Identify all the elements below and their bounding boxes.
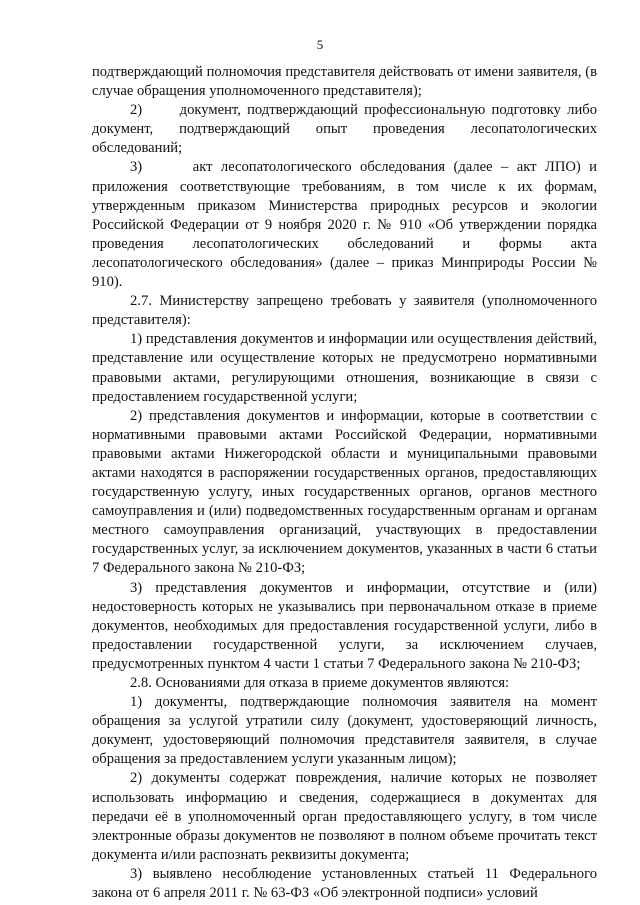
page-number: 5 [316,37,324,52]
paragraph-2-7-item-2: 2) представления документов и информации, которые в соответствии с нормативными правовыми актами Российской Федерации, нормативными правовыми актами Нижегородской области и муниципальными правовыми актами находятся в распоряжении государственных органов, предоставляющих государственную услугу, иных государственных органов, органов местного самоуправления и (или) подведомственных государственным органам и органам местного самоуправления организаций, участвующих в предоставлении государственных услуг, за исключением документов, указанных в части 6 статьи 7 Федерального закона № 210-ФЗ; [92,407,597,577]
paragraph-2-7-item-1: 1) представления документов и информации или осуществления действий, представление или осуществление которых не предусмотрено нормативными правовыми актами, регулирующими отношения, возникающие в связи с предоставлением государственной услуги; [92,331,597,405]
paragraph-item-3: 3) акт лесопатологического обследования (далее – акт ЛПО) и приложения соответствующие требованиям, в том числе к их формам, утвержденным приказом Министерства природных ресурсов и экологии Российской Федерации от 9 ноября 2020 г. № 910 «Об утверждении порядка проведения лесопатологических обследований и формы акта лесопатологического обследования» (далее – приказ Минприроды России № 910). [92,159,597,291]
paragraph-2-8-item-1: 1) документы, подтверждающие полномочия заявителя на момент обращения за услугой утратили силу (документ, удостоверяющий личность, документ, удостоверяющий полномочия представителя заявителя, в случае обращения за предоставлением услуги указанным лицом); [92,694,597,768]
paragraph-2-8-item-2: 2) документы содержат повреждения, наличие которых не позволяет использовать информацию и сведения, содержащиеся в документах для передачи её в уполномоченный орган предоставляющего услугу, в том числе электронные образы документов не позволяют в полном объеме прочитать текст документа и/или распознать реквизиты документа; [92,770,597,863]
paragraph-continuation: подтверждающий полномочия представителя действовать от имени заявителя, (в случае обращения уполномоченного представителя); [92,64,597,100]
paragraph-2-7-item-3: 3) представления документов и информации, отсутствие и (или) недостоверность которых не указывались при первоначальном отказе в приеме документов, необходимых для предоставления государственной услуги, либо в предоставлении государственной услуги, за исключением случаев, предусмотренных пунктом 4 части 1 статьи 7 Федерального закона № 210-ФЗ; [92,579,597,672]
paragraph-2-8-item-3: 3) выявлено несоблюдение установленных статьей 11 Федерального закона от 6 апреля 2011 г. № 63-ФЗ «Об электронной подписи» условий [92,865,597,902]
document-body [92,63,597,903]
paragraph-section-2-7: 2.7. Министерству запрещено требовать у заявителя (уполномоченного представителя): [92,293,597,329]
paragraph-item-2: 2) документ, подтверждающий профессиональную подготовку либо документ, подтверждающий опыт проведения лесопатологических обследований; [92,102,597,157]
paragraph-section-2-8: 2.8. Основаниями для отказа в приеме документов являются: [130,675,510,691]
